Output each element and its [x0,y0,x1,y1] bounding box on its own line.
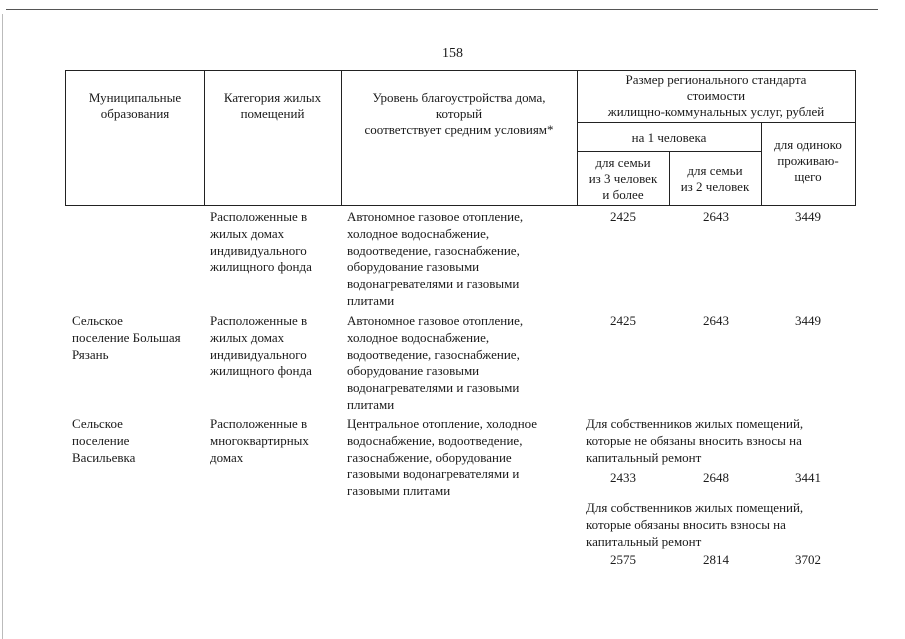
header-family2: для семьи из 2 человек [680,163,750,194]
row-category: Расположенные в жилых домах индивидуального жилищного фонда [210,209,312,275]
value-single: 3449 [795,209,821,224]
value-family2: 2643 [703,209,729,224]
row-category: Расположенные в жилых домах индивидуального жилищного фонда [210,313,312,379]
note-capital-repair: Для собственников жилых помещений, которые обязаны вносить взносы на капитальный ремонт [586,500,804,549]
value-family3: 2425 [610,209,636,224]
row-level: Центральное отопление, холодное водоснабжение, водоотведение, газоснабжение, оборудование газовыми водонагревателями и газовыми плитами [347,416,538,499]
table-header [65,70,856,206]
header-family3: для семьи из 3 человек и более [588,155,658,202]
header-standard: Размер регионального стандарта стоимости жилищно-коммунальных услуг, рублей [607,72,825,119]
value-family2: 2643 [703,313,729,328]
header-per-person: на 1 человека [631,130,707,145]
note-no-capital-repair: Для собственников жилых помещений, которые не обязаны вносить взносы на капитальный ремонт [586,416,804,465]
header-divider [577,122,855,123]
value-single: 3441 [795,470,821,485]
row-municipality: Сельское поселение Большая Рязань [72,313,181,362]
row-level: Автономное газовое отопление, холодное водоснабжение, водоотведение, газоснабжение, оборудование газовыми водонагревателями и газовыми плитами [347,313,524,412]
value-family2: 2648 [703,470,729,485]
value-family3: 2433 [610,470,636,485]
row-category: Расположенные в многоквартирных домах [210,416,309,465]
value-single: 3702 [795,552,821,567]
row-level: Автономное газовое отопление, холодное водоснабжение, водоотведение, газоснабжение, оборудование газовыми водонагревателями и газовыми плитами [347,209,524,308]
value-family3: 2425 [610,313,636,328]
value-family2: 2814 [703,552,729,567]
header-municipality: Муниципальные образования [88,90,182,121]
value-family3: 2575 [610,552,636,567]
header-category: Категория жилых помещений [223,90,322,121]
value-single: 3449 [795,313,821,328]
top-border-line [6,9,878,10]
header-level: Уровень благоустройства дома, который соответствует средним условиям* [364,90,554,137]
header-single: для одиноко проживаю- щего [774,137,842,184]
page-number: 158 [442,46,463,61]
row-municipality: Сельское поселение Васильевка [72,416,136,465]
left-border-line [2,14,3,639]
